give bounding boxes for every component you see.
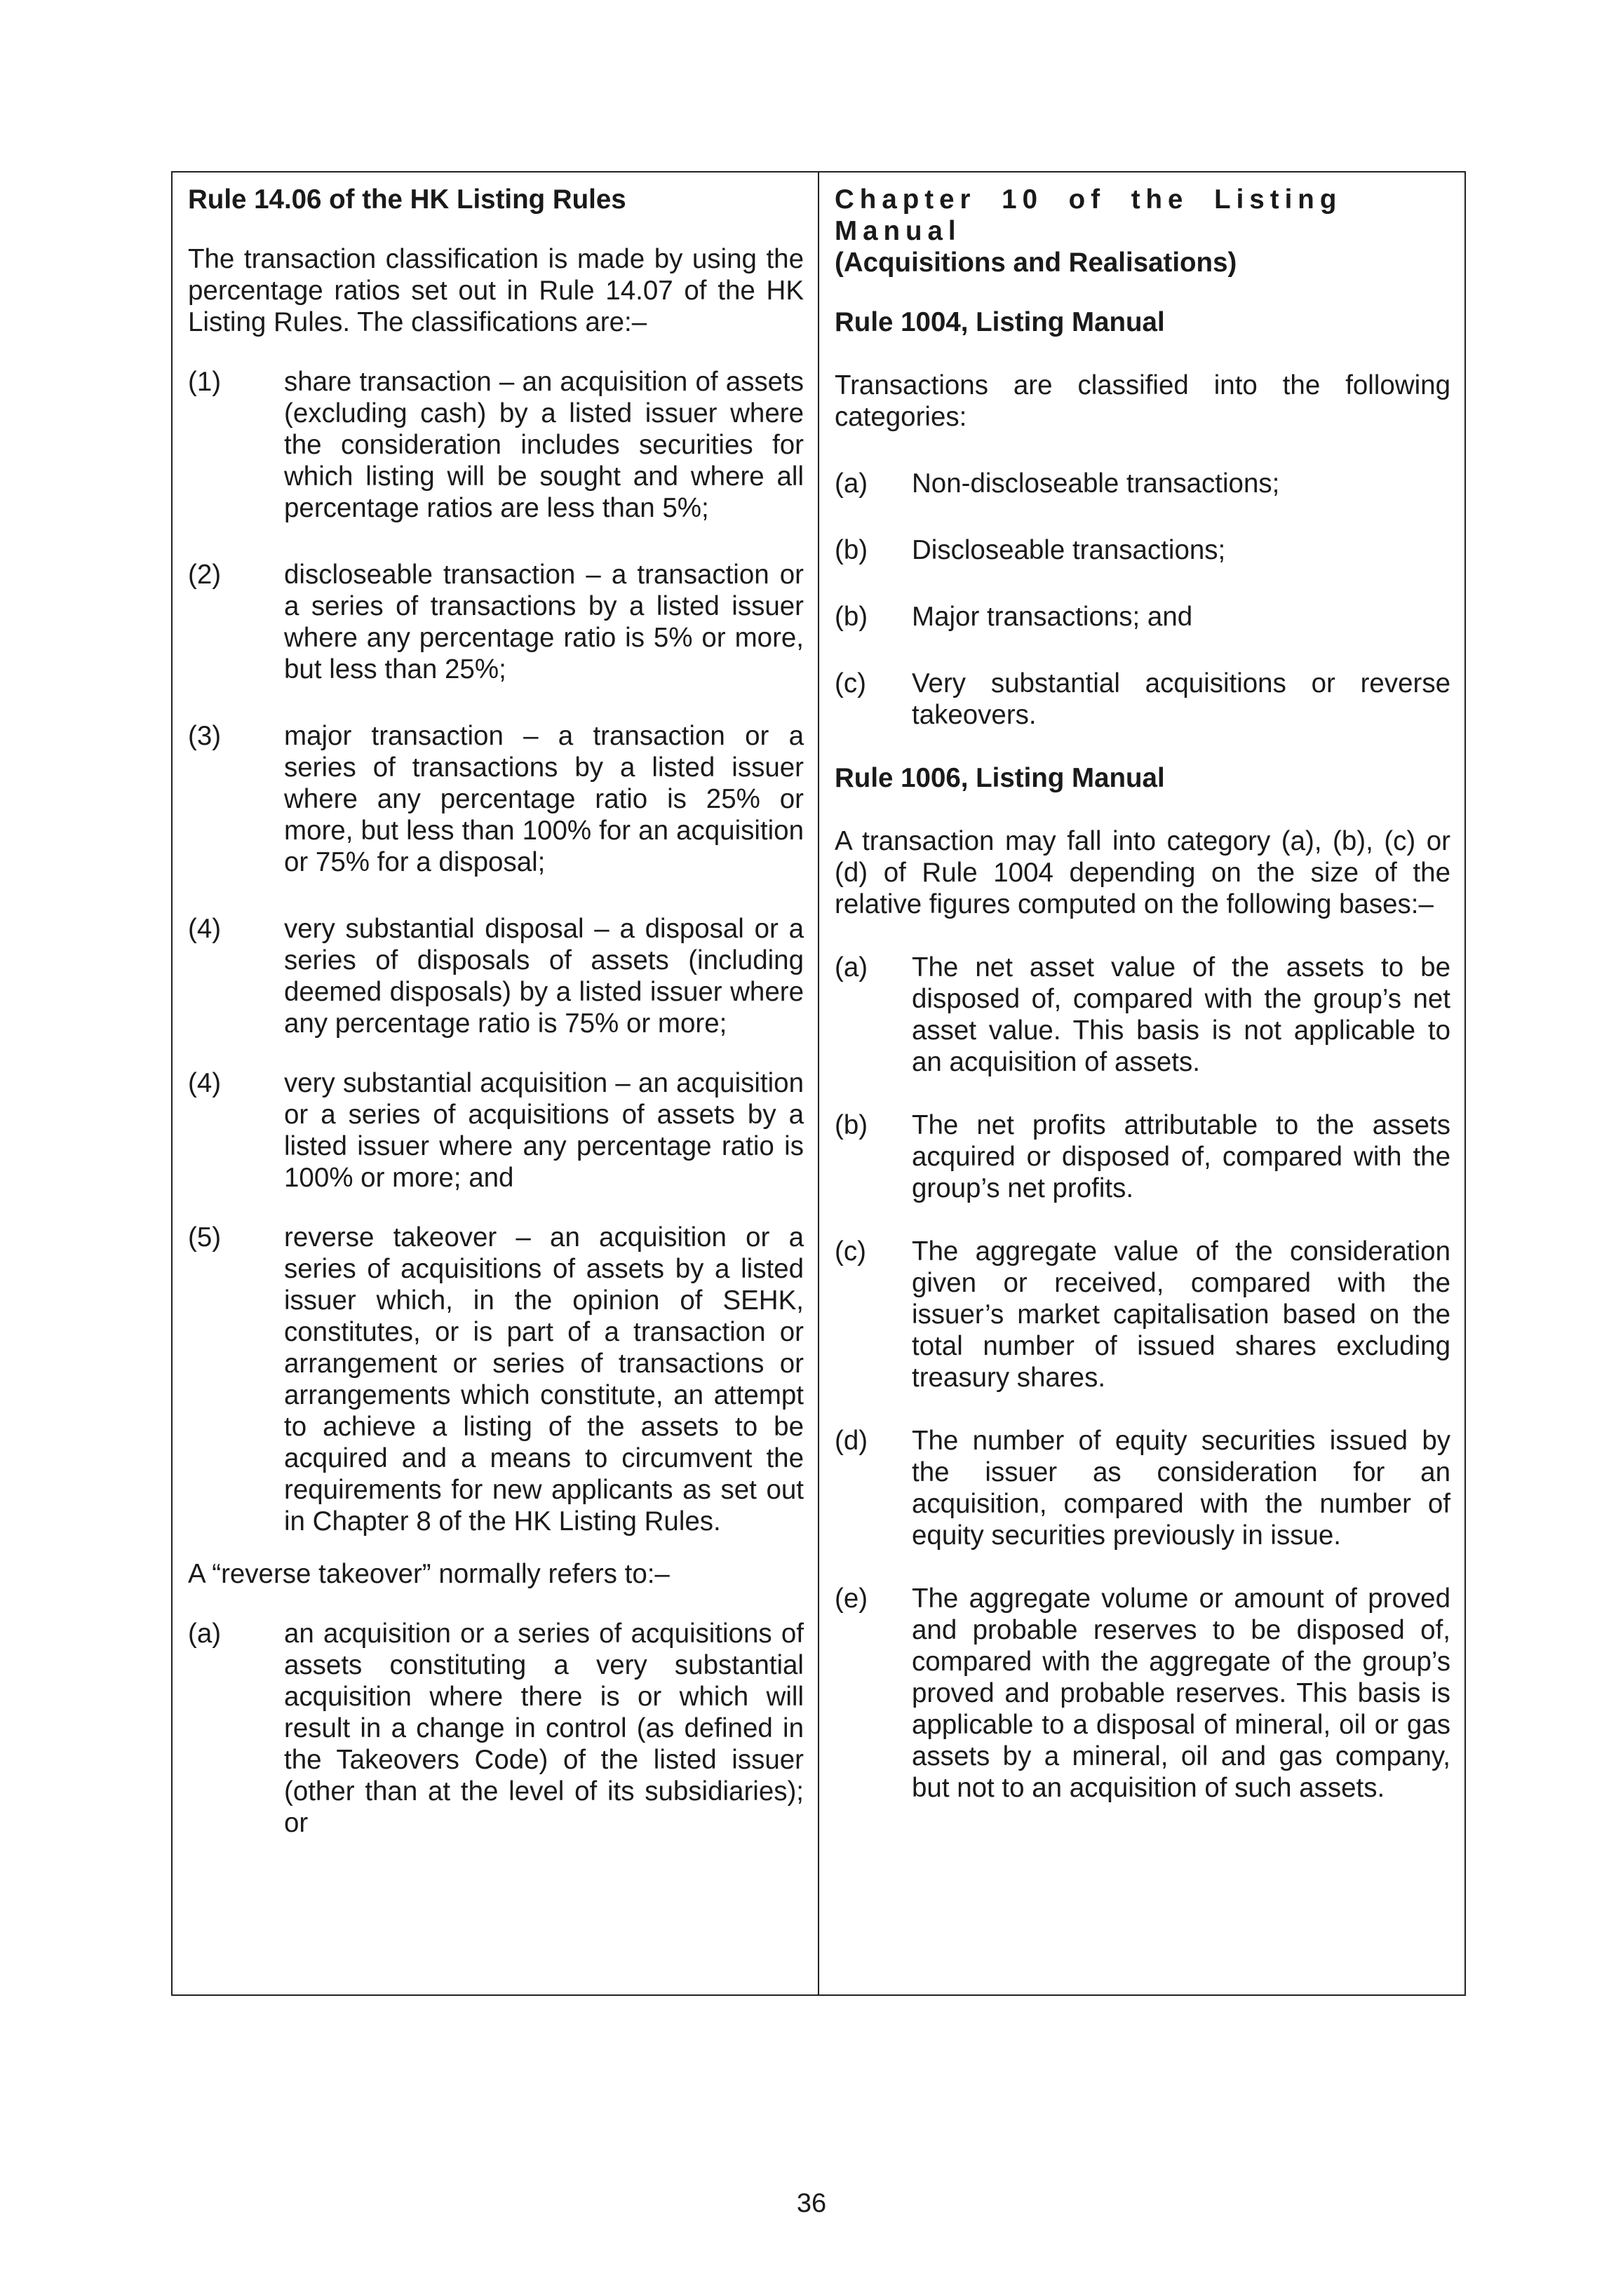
- hk-listing-rules-column: [173, 173, 819, 1994]
- item-number: (a): [835, 952, 868, 982]
- list-item: [835, 534, 1450, 566]
- item-number: (e): [835, 1583, 868, 1614]
- rule-1006-intro: A transaction may fall into category (a), (b), (c) or (d) of Rule 1004 depending on the size of the relative figures computed on the following bases:–: [835, 826, 1450, 919]
- list-item: [188, 1618, 804, 1839]
- item-text: Non-discloseable transactions;: [912, 468, 1280, 499]
- list-item: [188, 1222, 804, 1537]
- item-text: The number of equity securities issued by the issuer as consideration for an acquisition, compared with the number of equity securities previously in issue.: [912, 1426, 1450, 1551]
- item-text: an acquisition or a series of acquisitions of assets constituting a very substantial acquisition where there is or which will result in a change in control (as defined in the Takeovers Code) of the listed issuer (other than at the level of its subsidiaries); or: [284, 1619, 804, 1838]
- list-item: [835, 952, 1450, 1078]
- reverse-takeover-intro: A “reverse takeover” normally refers to:–: [188, 1559, 670, 1589]
- item-text: discloseable transaction – a transaction or a series of transactions by a listed issuer where any percentage ratio is 5% or more, but less than 25%;: [284, 560, 804, 684]
- item-number: (4): [188, 914, 222, 944]
- item-text: Major transactions; and: [912, 602, 1193, 632]
- rule-1004-intro: Transactions are classified into the following categories:: [835, 370, 1450, 432]
- item-number: (c): [835, 668, 866, 698]
- item-number: (d): [835, 1426, 868, 1456]
- item-text: Discloseable transactions;: [912, 535, 1226, 565]
- chapter-heading: Chapter 10 of the Listing Manual: [835, 184, 1342, 246]
- item-text: The aggregate volume or amount of proved and probable reserves to be disposed of, compared with the aggregate of the group’s proved and probable reserves. This basis is applicable to a disposal of mineral, oil or gas assets by a mineral, oil and gas company, but not to an acquisition of such assets.: [912, 1583, 1450, 1803]
- list-item: [188, 720, 804, 878]
- item-text: share transaction – an acquisition of assets (excluding cash) by a listed issuer where the consideration includes securities for which listing will be sought and where all percentage ratios are less than 5%;: [284, 367, 804, 523]
- hk-rule-heading: Rule 14.06 of the HK Listing Rules: [188, 184, 626, 215]
- item-text: The net asset value of the assets to be disposed of, compared with the group’s net asset value. This basis is not applicable to an acquisition of assets.: [912, 952, 1450, 1077]
- item-number: (4): [188, 1068, 222, 1098]
- item-number: (5): [188, 1222, 222, 1252]
- listing-manual-column: [819, 173, 1464, 1994]
- item-number: (1): [188, 367, 222, 397]
- list-item: [835, 668, 1450, 731]
- item-text: very substantial acquisition – an acquisition or a series of acquisitions of assets by a listed issuer where any percentage ratio is 100% or more; and: [284, 1068, 804, 1193]
- item-text: major transaction – a transaction or a series of transactions by a listed issuer where any percentage ratio is 25% or more, but less than 100% for an acquisition or 75% for a disposal;: [284, 721, 804, 877]
- item-number: (2): [188, 560, 222, 590]
- list-item: [188, 366, 804, 524]
- list-item: [835, 468, 1450, 499]
- list-item: [835, 1236, 1450, 1393]
- chapter-subheading: (Acquisitions and Realisations): [835, 248, 1237, 278]
- list-item: [835, 1583, 1450, 1804]
- list-item: [188, 559, 804, 685]
- item-number: (b): [835, 602, 868, 632]
- item-text: The net profits attributable to the assets acquired or disposed of, compared with the group’s net profits.: [912, 1110, 1450, 1203]
- item-number: (a): [835, 468, 868, 499]
- comparison-table: [171, 171, 1466, 1996]
- item-text: reverse takeover – an acquisition or a series of acquisitions of assets by a listed issuer which, in the opinion of SEHK, constitutes, or is part of a transaction or arrangement or series of transactions or arrangements which constitute, an attempt to achieve a listing of the assets to be acquired and a means to circumvent the requirements for new applicants as set out in Chapter 8 of the HK Listing Rules.: [284, 1222, 804, 1537]
- item-number: (a): [188, 1619, 222, 1649]
- list-item: [188, 1067, 804, 1194]
- item-text: very substantial disposal – a disposal or a series of disposals of assets (including deemed disposals) by a listed issuer where any percentage ratio is 75% or more;: [284, 914, 804, 1039]
- rule-1004-heading: Rule 1004, Listing Manual: [835, 307, 1165, 337]
- item-number: (c): [835, 1236, 866, 1267]
- item-number: (b): [835, 1110, 868, 1140]
- list-item: [835, 601, 1450, 633]
- list-item: [835, 1425, 1450, 1551]
- rule-1006-heading: Rule 1006, Listing Manual: [835, 763, 1165, 793]
- hk-intro-paragraph: The transaction classification is made by using the percentage ratios set out in Rule 14.07 of the HK Listing Rules. The classifications are:–: [188, 244, 804, 337]
- item-text: The aggregate value of the consideration given or received, compared with the issuer’s market capitalisation based on the total number of issued shares excluding treasury shares.: [912, 1236, 1450, 1393]
- item-number: (3): [188, 721, 222, 751]
- page-number: 36: [796, 2189, 827, 2218]
- list-item: [188, 913, 804, 1039]
- item-number: (b): [835, 535, 868, 565]
- item-text: Very substantial acquisitions or reverse takeovers.: [912, 668, 1450, 730]
- list-item: [835, 1109, 1450, 1204]
